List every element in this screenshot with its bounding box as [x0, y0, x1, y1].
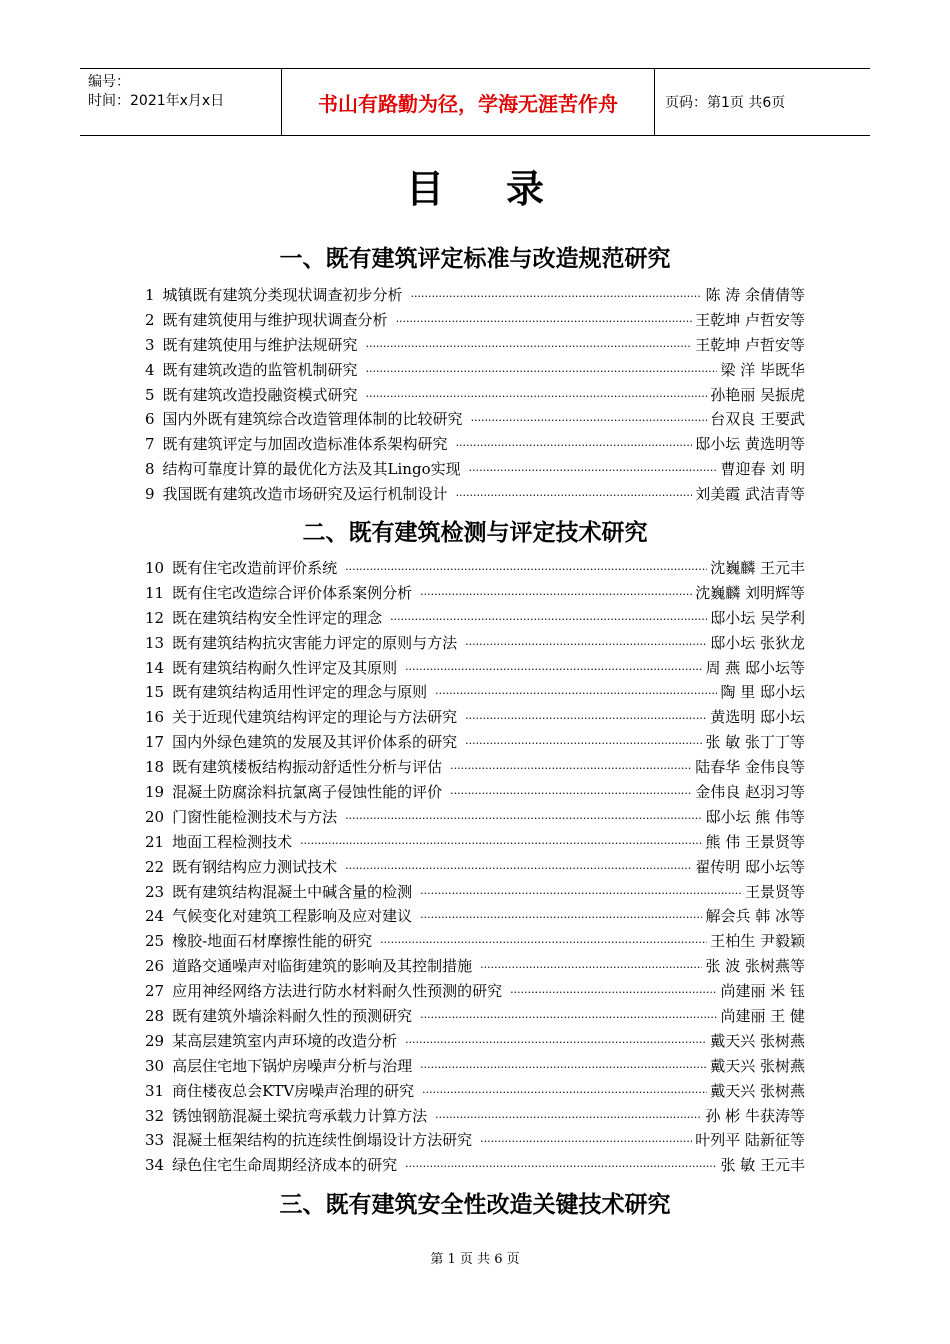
toc-entry[interactable]	[145, 408, 805, 433]
toc-entry-authors: 邸小坛 张狄龙	[710, 633, 805, 652]
toc-entry-number: 12	[145, 608, 165, 627]
toc-entry[interactable]	[145, 1055, 805, 1080]
toc-entry-title: 既在建筑结构安全性评定的理念	[172, 608, 383, 627]
toc-entry-title: 结构可靠度计算的最优化方法及其Lingo实现	[162, 460, 461, 479]
toc-entry[interactable]	[145, 930, 805, 955]
toc-leader-dots	[405, 663, 702, 676]
toc-entry-authors: 戴天兴 张树燕	[710, 1056, 805, 1075]
toc-entry[interactable]	[145, 905, 805, 930]
toc-entry[interactable]	[145, 458, 805, 483]
toc-leader-dots	[435, 1111, 702, 1124]
toc-entry-title: 门窗性能检测技术与方法	[172, 807, 338, 826]
toc-leader-dots	[405, 1160, 717, 1173]
toc-leader-dots	[366, 390, 708, 403]
toc-entry[interactable]	[145, 681, 805, 706]
toc-leader-dots	[469, 464, 718, 477]
toc-entry-authors: 陈 涛 余倩倩等	[705, 286, 805, 304]
toc-entry-number: 14	[145, 658, 165, 677]
toc-entry-title: 既有建筑改造投融资模式研究	[162, 385, 358, 404]
toc-entry-title: 既有建筑结构适用性评定的理念与原则	[172, 683, 428, 702]
toc-leader-dots	[510, 986, 717, 999]
toc-entry-number: 5	[145, 385, 155, 404]
toc-entry-authors: 刘美霞 武洁青等	[695, 485, 805, 504]
toc-entry[interactable]	[145, 1105, 805, 1130]
toc-entry[interactable]	[145, 781, 805, 806]
toc-entry-authors: 陆春华 金伟良等	[695, 758, 805, 777]
toc-entry-authors: 周 燕 邸小坛等	[705, 658, 805, 677]
toc-entry-title: 城镇既有建筑分类现状调查初步分析	[162, 286, 403, 304]
toc-entry-authors: 尚建丽 王 健	[720, 1007, 805, 1026]
toc-entry[interactable]	[145, 831, 805, 856]
toc-entry-title: 关于近现代建筑结构评定的理论与方法研究	[172, 708, 458, 727]
toc-entry-title: 国内外既有建筑综合改造管理体制的比较研究	[162, 410, 463, 429]
toc-entry-number: 13	[145, 633, 165, 652]
toc-entry-number: 8	[145, 460, 155, 479]
toc-entry-number: 22	[145, 857, 165, 876]
toc-list-1	[145, 284, 805, 508]
toc-entry-title: 绿色住宅生命周期经济成本的研究	[172, 1156, 398, 1175]
toc-entry-number: 1	[145, 286, 155, 304]
toc-entry-number: 7	[145, 435, 155, 454]
toc-entry-authors: 梁 洋 毕既华	[720, 360, 805, 379]
section-heading-2: 二、既有建筑检测与评定技术研究	[302, 520, 648, 546]
toc-leader-dots	[345, 563, 707, 576]
toc-entry[interactable]	[145, 433, 805, 458]
toc-leader-dots	[366, 340, 693, 353]
toc-entry[interactable]	[145, 582, 805, 607]
toc-entry[interactable]	[145, 632, 805, 657]
toc-leader-dots	[465, 712, 707, 725]
toc-entry-authors: 张 敏 王元丰	[720, 1156, 805, 1175]
toc-entry-number: 26	[145, 957, 165, 976]
toc-entry-number: 10	[145, 559, 165, 577]
toc-entry-title: 既有住宅改造前评价系统	[172, 559, 338, 577]
toc-entry-number: 11	[145, 583, 165, 602]
toc-entry[interactable]	[145, 384, 805, 409]
toc-entry[interactable]	[145, 980, 805, 1005]
toc-leader-dots	[465, 737, 702, 750]
toc-entry-authors: 孙艳丽 吴振虎	[710, 385, 805, 404]
toc-entry-title: 既有建筑结构耐久性评定及其原则	[172, 658, 398, 677]
toc-entry-number: 20	[145, 807, 165, 826]
toc-entry-number: 33	[145, 1131, 165, 1150]
toc-entry-authors: 王乾坤 卢哲安等	[695, 335, 805, 354]
toc-entry-number: 30	[145, 1056, 165, 1075]
toc-entry[interactable]	[145, 955, 805, 980]
toc-entry-number: 34	[145, 1156, 165, 1175]
toc-entry-title: 既有建筑改造的监管机制研究	[162, 360, 358, 379]
toc-entry-authors: 邸小坛 熊 伟等	[705, 807, 805, 826]
toc-entry-number: 27	[145, 982, 165, 1001]
toc-entry[interactable]	[145, 1030, 805, 1055]
toc-entry-number: 16	[145, 708, 165, 727]
toc-entry[interactable]	[145, 706, 805, 731]
toc-entry[interactable]	[145, 309, 805, 334]
toc-leader-dots	[435, 687, 717, 700]
toc-leader-dots	[456, 439, 693, 452]
toc-entry[interactable]	[145, 359, 805, 384]
toc-entry[interactable]	[145, 657, 805, 682]
toc-entry-authors: 王景贤等	[744, 882, 805, 901]
toc-entry-title: 既有建筑楼板结构振动舒适性分析与评估	[172, 758, 443, 777]
toc-leader-dots	[465, 638, 707, 651]
toc-entry-title: 某高层建筑室内声环境的改造分析	[172, 1031, 398, 1050]
toc-entry-authors: 王柏生 尹毅颖	[710, 932, 805, 951]
toc-entry[interactable]	[145, 1080, 805, 1105]
toc-leader-dots	[422, 1086, 707, 1099]
toc-entry-number: 28	[145, 1007, 165, 1026]
toc-entry-title: 锈蚀钢筋混凝土梁抗弯承载力计算方法	[172, 1106, 428, 1125]
toc-entry-title: 商住楼夜总会KTV房噪声治理的研究	[172, 1081, 415, 1100]
header-number-label: 编号：	[88, 74, 130, 90]
toc-leader-dots	[420, 1011, 717, 1024]
toc-entry-number: 25	[145, 932, 165, 951]
toc-entry-authors: 熊 伟 王景贤等	[705, 832, 805, 851]
header-meta	[80, 69, 282, 135]
toc-entry-title: 橡胶-地面石材摩擦性能的研究	[172, 932, 373, 951]
toc-entry-authors: 曹迎春 刘 明	[720, 460, 805, 479]
toc-leader-dots	[345, 862, 692, 875]
toc-entry-authors: 台双良 王要武	[710, 410, 805, 429]
toc-leader-dots	[456, 489, 693, 502]
toc-entry-number: 31	[145, 1081, 165, 1100]
toc-entry-title: 气候变化对建筑工程影响及应对建议	[172, 907, 413, 926]
toc-entry-title: 既有住宅改造综合评价体系案例分析	[172, 583, 413, 602]
toc-leader-dots	[300, 837, 702, 850]
toc-entry-title: 应用神经网络方法进行防水材料耐久性预测的研究	[172, 982, 503, 1001]
toc-leader-dots	[420, 1061, 707, 1074]
toc-entry-number: 4	[145, 360, 155, 379]
toc-entry-title: 混凝土框架结构的抗连续性倒塌设计方法研究	[172, 1131, 473, 1150]
toc-entry-title: 混凝土防腐涂料抗氯离子侵蚀性能的评价	[172, 783, 443, 802]
toc-entry-title: 既有建筑使用与维护现状调查分析	[162, 310, 388, 329]
page-footer: 第 1 页 共 6 页	[430, 1252, 520, 1267]
toc-entry-number: 3	[145, 335, 155, 354]
toc-entry[interactable]	[145, 334, 805, 359]
toc-entry[interactable]	[145, 856, 805, 881]
toc-entry-authors: 戴天兴 张树燕	[710, 1081, 805, 1100]
toc-entry-number: 29	[145, 1031, 165, 1050]
toc-entry-title: 地面工程检测技术	[172, 832, 293, 851]
toc-entry[interactable]	[145, 483, 805, 508]
toc-entry-title: 既有建筑使用与维护法规研究	[162, 335, 358, 354]
toc-leader-dots	[345, 812, 702, 825]
toc-leader-dots	[450, 762, 692, 775]
toc-entry[interactable]	[145, 756, 805, 781]
toc-entry-authors: 解会兵 韩 冰等	[705, 907, 805, 926]
toc-entry-authors: 张 波 张树燕等	[705, 957, 805, 976]
toc-entry-number: 18	[145, 758, 165, 777]
toc-entry-number: 21	[145, 832, 165, 851]
toc-entry[interactable]	[145, 881, 805, 906]
toc-entry-number: 23	[145, 882, 165, 901]
document-title: 目录	[405, 167, 606, 211]
toc-entry-authors: 戴天兴 张树燕	[710, 1031, 805, 1050]
toc-leader-dots	[396, 315, 693, 328]
toc-leader-dots	[420, 588, 692, 601]
toc-entry-number: 2	[145, 310, 155, 329]
toc-entry-authors: 邸小坛 吴学利	[710, 608, 805, 627]
toc-entry-authors: 张 敏 张丁丁等	[705, 733, 805, 752]
toc-leader-dots	[380, 936, 707, 949]
toc-entry-authors: 孙 彬 牛获涛等	[705, 1106, 805, 1125]
toc-entry-title: 道路交通噪声对临街建筑的影响及其控制措施	[172, 957, 473, 976]
toc-entry-number: 32	[145, 1106, 165, 1125]
toc-leader-dots	[420, 887, 742, 900]
page-header	[80, 68, 870, 136]
toc-leader-dots	[411, 290, 703, 303]
toc-entry-authors: 翟传明 邸小坛等	[695, 857, 805, 876]
toc-entry-authors: 沈巍麟 王元丰	[710, 559, 805, 577]
toc-entry-title: 既有建筑评定与加固改造标准体系架构研究	[162, 435, 448, 454]
toc-entry-authors: 金伟良 赵羽习等	[695, 783, 805, 802]
section-heading-1: 一、既有建筑评定标准与改造规范研究	[279, 246, 671, 272]
toc-entry-title: 既有钢结构应力测试技术	[172, 857, 338, 876]
header-motto: 书山有路勤为径，学海无涯苦作舟	[282, 69, 655, 135]
toc-entry-title: 我国既有建筑改造市场研究及运行机制设计	[162, 485, 448, 504]
toc-leader-dots	[405, 1036, 707, 1049]
toc-entry-number: 9	[145, 485, 155, 504]
section-heading-3: 三、既有建筑安全性改造关键技术研究	[279, 1192, 671, 1218]
toc-entry-number: 19	[145, 783, 165, 802]
toc-leader-dots	[480, 961, 702, 974]
toc-entry[interactable]	[145, 607, 805, 632]
toc-entry-number: 6	[145, 410, 155, 429]
toc-entry-authors: 陶 里 邸小坛	[720, 683, 805, 702]
toc-leader-dots	[450, 787, 692, 800]
toc-entry-number: 24	[145, 907, 165, 926]
toc-entry-title: 既有建筑结构混凝土中碱含量的检测	[172, 882, 413, 901]
toc-leader-dots	[366, 365, 718, 378]
toc-leader-dots	[390, 613, 707, 626]
toc-entry-authors: 沈巍麟 刘明辉等	[695, 583, 805, 602]
toc-entry-title: 既有建筑外墙涂料耐久性的预测研究	[172, 1007, 413, 1026]
toc-leader-dots	[471, 414, 708, 427]
toc-entry[interactable]	[145, 806, 805, 831]
toc-entry[interactable]	[145, 284, 805, 309]
toc-entry-title: 高层住宅地下锅炉房噪声分析与治理	[172, 1056, 413, 1075]
toc-entry[interactable]	[145, 557, 805, 582]
toc-entry-authors: 黄选明 邸小坛	[710, 708, 805, 727]
toc-leader-dots	[480, 1135, 692, 1148]
toc-entry[interactable]	[145, 1129, 805, 1154]
toc-list-2	[145, 557, 805, 1179]
toc-entry-number: 15	[145, 683, 165, 702]
toc-leader-dots	[420, 911, 702, 924]
toc-entry-authors: 尚建丽 米 钰	[720, 982, 805, 1001]
toc-entry-authors: 王乾坤 卢哲安等	[695, 310, 805, 329]
toc-entry[interactable]	[145, 731, 805, 756]
toc-entry-authors: 邸小坛 黄选明等	[695, 435, 805, 454]
toc-entry-title: 国内外绿色建筑的发展及其评价体系的研究	[172, 733, 458, 752]
header-time-label: 时间：2021年x月x日	[88, 93, 225, 109]
toc-entry[interactable]	[145, 1005, 805, 1030]
toc-entry[interactable]	[145, 1154, 805, 1179]
toc-entry-title: 既有建筑结构抗灾害能力评定的原则与方法	[172, 633, 458, 652]
toc-entry-number: 17	[145, 733, 165, 752]
header-page-info: 页码：第1页 共6页	[665, 95, 786, 111]
toc-entry-authors: 叶列平 陆新征等	[695, 1131, 805, 1150]
